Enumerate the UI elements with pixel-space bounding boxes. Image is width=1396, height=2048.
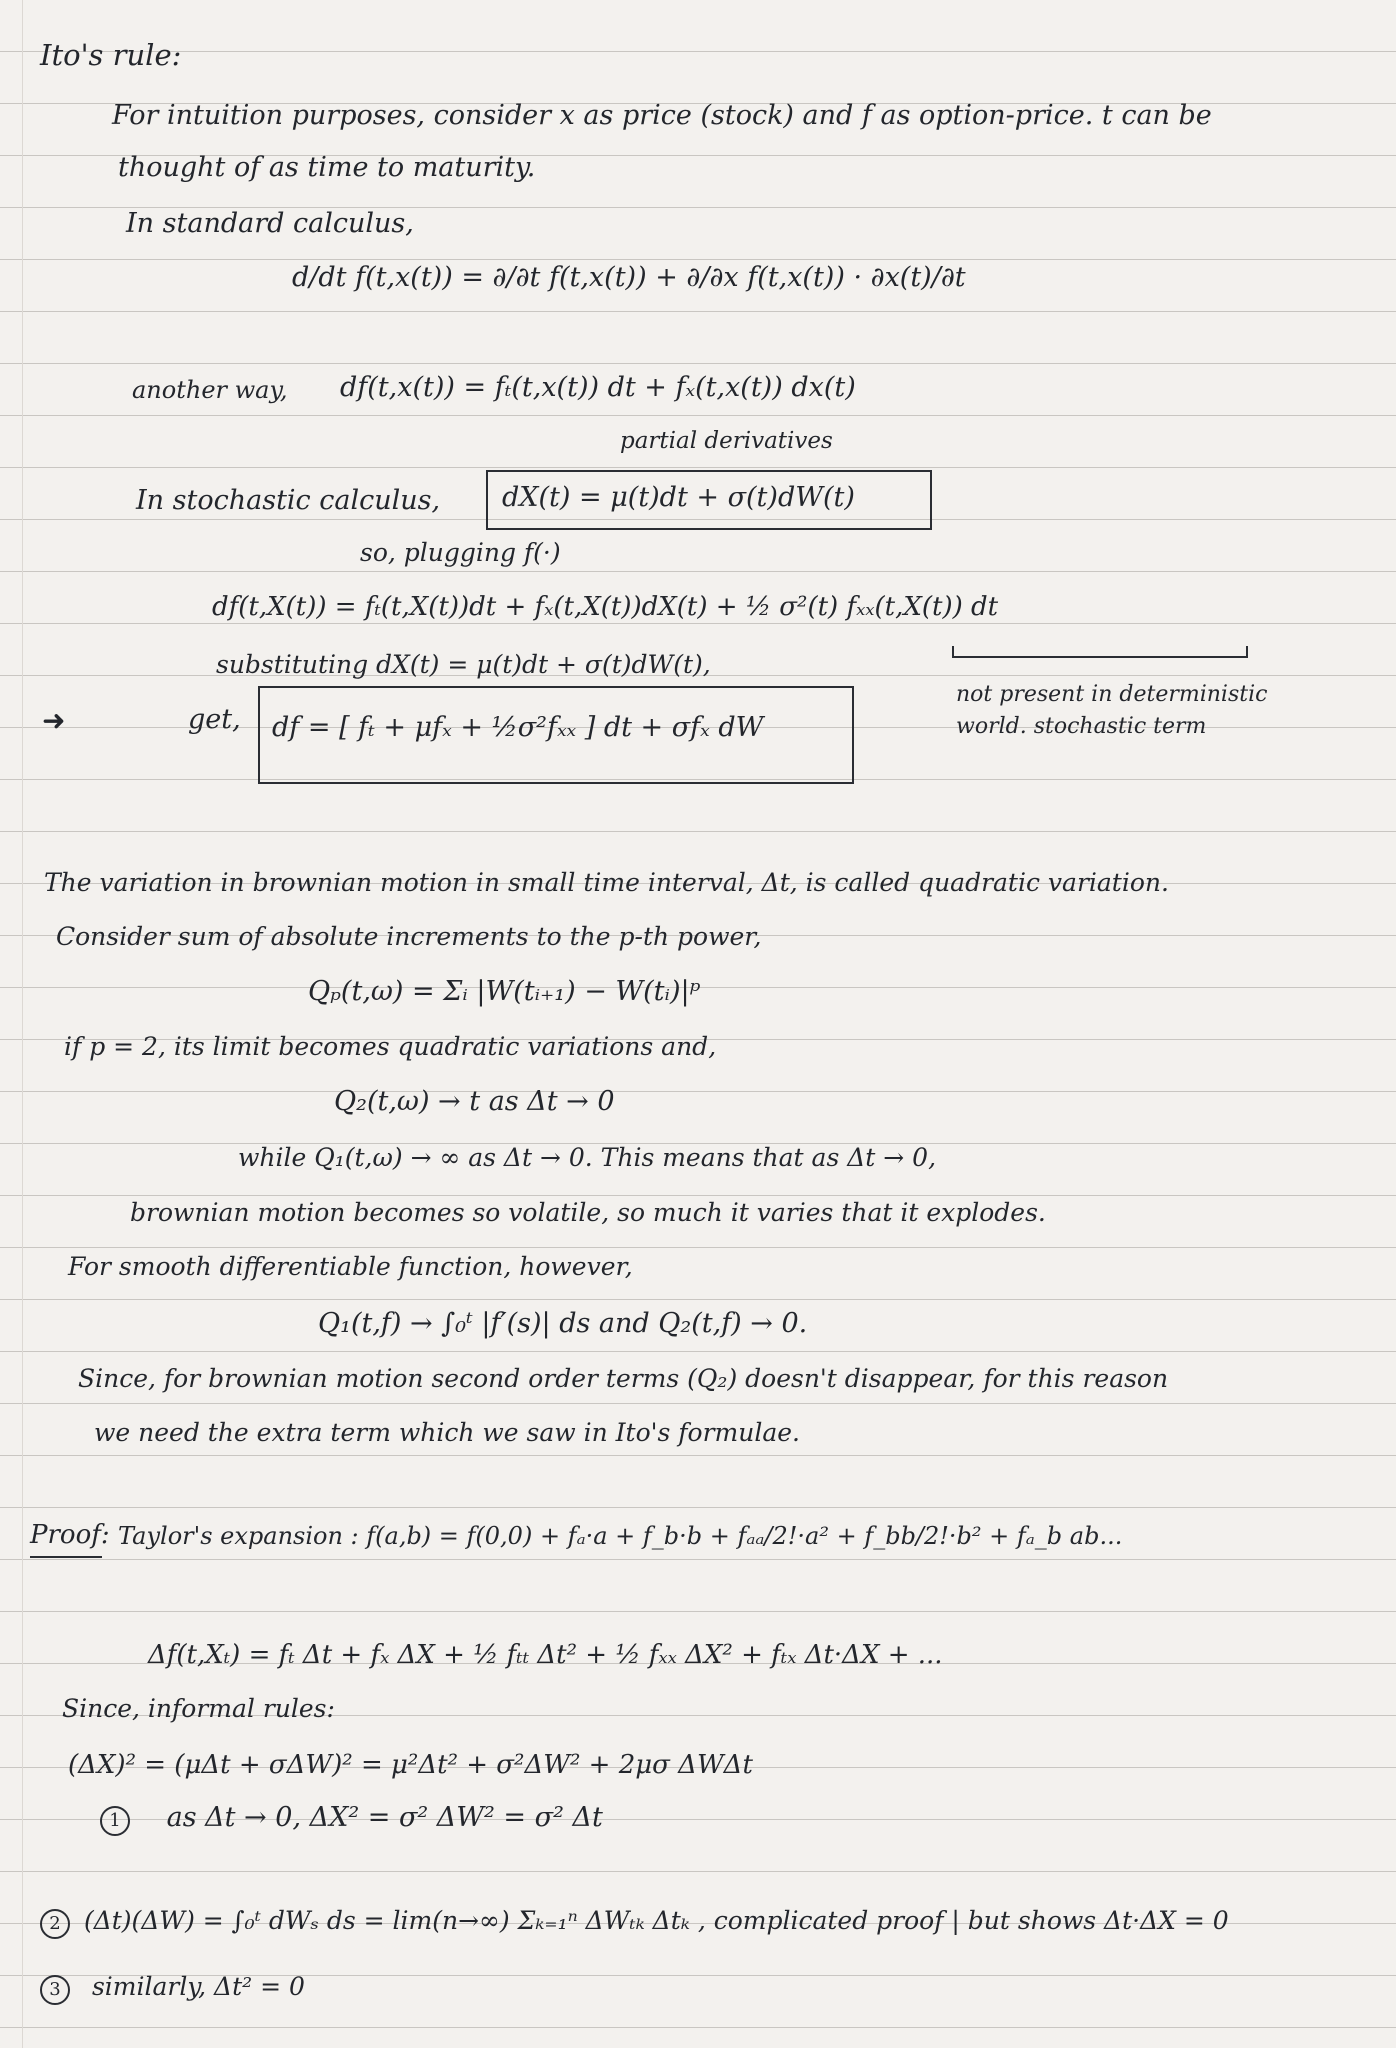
rule-3-number: 3 [40, 1975, 70, 2005]
taylor-expansion: Taylor's expansion : f(a,b) = f(0,0) + fₐ·a + f_b·b + fₐₐ/2!·a² + f_bb/2!·b² + fₐ_b ab... [118, 1522, 1123, 1550]
smooth-formula: Q₁(t,f) → ∫₀ᵗ |f′(s)| ds and Q₂(t,f) → 0. [318, 1308, 808, 1339]
rule-2-text: (Δt)(ΔW) = ∫₀ᵗ dWₛ ds = lim(n→∞) Σₖ₌₁ⁿ ΔWₜₖ Δtₖ , complicated proof | but shows Δt·ΔX = 0 [83, 1906, 1229, 1935]
q2-limit: Q₂(t,ω) → t as Δt → 0 [334, 1086, 615, 1117]
side-note-line-2: world. stochastic term [956, 714, 1207, 739]
ito-expansion-equation: df(t,X(t)) = fₜ(t,X(t))dt + fₓ(t,X(t))dX(t) + ½ σ²(t) fₓₓ(t,X(t)) dt [212, 592, 999, 622]
proof-underline [30, 1556, 102, 1558]
differential-equation: df(t,x(t)) = fₜ(t,x(t)) dt + fₓ(t,x(t)) dx(t) [340, 372, 856, 403]
intro-line-1: For intuition purposes, consider x as price (stock) and f as option-price. t can be [112, 100, 1212, 131]
rule-3-text: similarly, Δt² = 0 [91, 1972, 305, 2001]
informal-rules-heading: Since, informal rules: [62, 1694, 335, 1723]
intro-line-2: thought of as time to maturity. [118, 152, 536, 183]
q1-line: while Q₁(t,ω) → ∞ as Δt → 0. This means that as Δt → 0, [238, 1143, 937, 1172]
stochastic-term-brace [952, 646, 1248, 658]
sde-equation: dX(t) = μ(t)dt + σ(t)dW(t) [502, 482, 855, 513]
proof-label: Proof: [30, 1520, 110, 1550]
arrow-icon: ➜ [42, 704, 66, 737]
dx-squared-equation: (ΔX)² = (μΔt + σΔW)² = μ²Δt² + σ²ΔW² + 2μσ ΔWΔt [68, 1750, 753, 1780]
section-title: Ito's rule: [40, 38, 182, 72]
ito-result-equation: df = [ fₜ + μfₓ + ½σ²fₓₓ ] dt + σfₓ dW [272, 712, 764, 743]
smooth-function-line: For smooth differentiable function, however, [68, 1252, 633, 1281]
rule-3-row [40, 1972, 305, 2005]
substituting-line: substituting dX(t) = μ(t)dt + σ(t)dW(t), [216, 650, 711, 679]
quadratic-variation-line-2: Consider sum of absolute increments to the p-th power, [56, 922, 762, 951]
since-line-1: Since, for brownian motion second order terms (Q₂) doesn't disappear, for this reason [78, 1364, 1169, 1393]
p2-line: if p = 2, its limit becomes quadratic variations and, [64, 1032, 717, 1061]
delta-f-equation: Δf(t,Xₜ) = fₜ Δt + fₓ ΔX + ½ fₜₜ Δt² + ½ fₓₓ ΔX² + fₜₓ Δt·ΔX + ... [148, 1640, 943, 1670]
margin-line [22, 0, 23, 2048]
rule-1-number: 1 [100, 1806, 130, 1836]
stochastic-calculus-heading: In stochastic calculus, [136, 485, 441, 516]
quadratic-variation-line-1: The variation in brownian motion in small time interval, Δt, is called quadratic variation. [44, 868, 1169, 897]
plugging-line: so, plugging f(·) [360, 538, 561, 567]
another-way-label: another way, [132, 376, 288, 404]
side-note-line-1: not present in deterministic [956, 682, 1268, 707]
volatile-line: brownian motion becomes so volatile, so much it varies that it explodes. [130, 1198, 1046, 1227]
rule-1-row [100, 1802, 603, 1836]
since-line-2: we need the extra term which we saw in Ito's formulae. [94, 1418, 800, 1447]
standard-calculus-heading: In standard calculus, [126, 208, 414, 239]
rule-2-number: 2 [40, 1909, 70, 1939]
partial-derivatives-note: partial derivatives [620, 428, 833, 454]
get-label: get, [188, 704, 241, 735]
qp-formula: Qₚ(t,ω) = Σᵢ |W(tᵢ₊₁) − W(tᵢ)|ᵖ [308, 976, 701, 1007]
rule-2-row [40, 1906, 1229, 1939]
chain-rule-equation: d/dt f(t,x(t)) = ∂/∂t f(t,x(t)) + ∂/∂x f(t,x(t)) · ∂x(t)/∂t [292, 262, 966, 293]
rule-1-text: as Δt → 0, ΔX² = σ² ΔW² = σ² Δt [166, 1802, 603, 1833]
